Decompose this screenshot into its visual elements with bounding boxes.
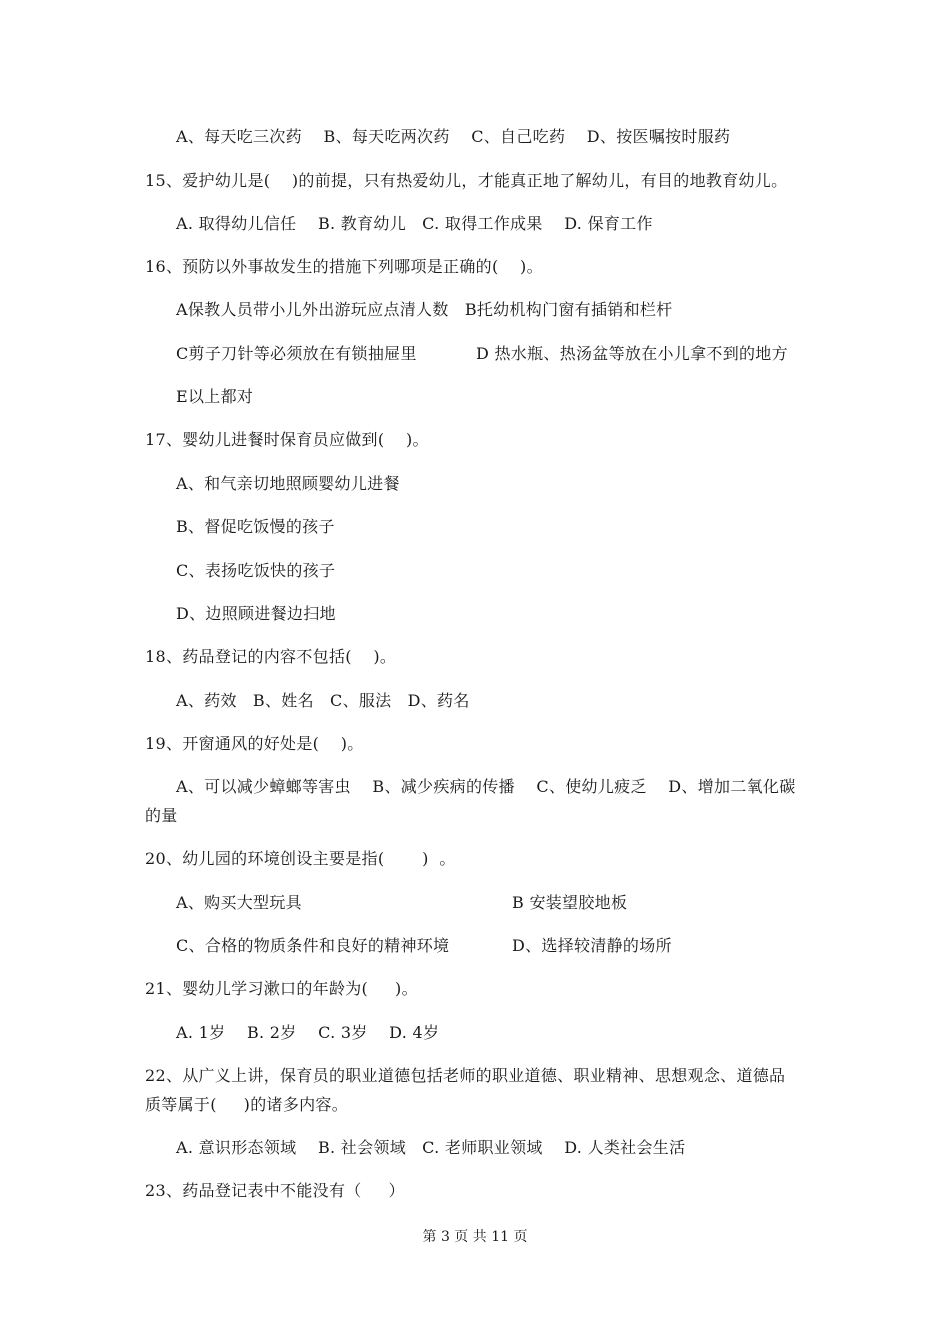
- q16-option-e: E以上都对: [176, 387, 254, 406]
- q18-stem: 18、药品登记的内容不包括( )。: [145, 647, 397, 666]
- q17-option-c: C、表扬吃饭快的孩子: [176, 561, 336, 580]
- q21-stem: 21、婴幼儿学习漱口的年龄为( )。: [145, 979, 418, 998]
- q17-option-d: D、边照顾进餐边扫地: [176, 604, 336, 623]
- q16-option-cd: C剪子刀针等必须放在有锁抽屉里 D 热水瓶、热汤盆等放在小儿拿不到的地方: [176, 344, 788, 363]
- q19-options-line1: A、可以减少蟑螂等害虫 B、减少疾病的传播 C、使幼儿疲乏 D、增加二氧化碳: [176, 777, 796, 796]
- q17-stem: 17、婴幼儿进餐时保育员应做到( )。: [145, 430, 429, 449]
- q21-options: A. 1岁 B. 2岁 C. 3岁 D. 4岁: [176, 1023, 440, 1042]
- q20-option-b: B 安装望胶地板: [512, 893, 628, 912]
- q23-stem: 23、药品登记表中不能没有（ ）: [145, 1181, 405, 1200]
- page-number-footer: 第 3 页 共 11 页: [422, 1229, 528, 1245]
- q20-option-d: D、选择较清静的场所: [512, 936, 672, 955]
- q16-option-ab: A保教人员带小儿外出游玩应点清人数 B托幼机构门窗有插销和栏杆: [176, 300, 673, 319]
- q19-options-line2: 的量: [145, 806, 178, 825]
- q15-options: A. 取得幼儿信任 B. 教育幼儿 C. 取得工作成果 D. 保育工作: [176, 214, 653, 233]
- q20-stem: 20、幼儿园的环境创设主要是指( ) 。: [145, 849, 456, 868]
- q20-option-a: A、购买大型玩具: [176, 893, 302, 912]
- q22-stem-line1: 22、从广义上讲，保育员的职业道德包括老师的职业道德、职业精神、思想观念、道德品: [145, 1066, 786, 1085]
- q19-stem: 19、开窗通风的好处是( )。: [145, 734, 364, 753]
- q22-options: A. 意识形态领域 B. 社会领域 C. 老师职业领域 D. 人类社会生活: [176, 1138, 686, 1157]
- q20-option-c: C、合格的物质条件和良好的精神环境: [176, 936, 450, 955]
- q17-option-a: A、和气亲切地照顾婴幼儿进餐: [176, 474, 400, 493]
- q14-options: A、每天吃三次药 B、每天吃两次药 C、自己吃药 D、按医嘱按时服药: [176, 127, 731, 146]
- q22-stem-line2: 质等属于( )的诸多内容。: [145, 1095, 349, 1114]
- q16-stem: 16、预防以外事故发生的措施下列哪项是正确的( )。: [145, 257, 543, 276]
- q18-options: A、药效 B、姓名 C、服法 D、药名: [176, 691, 470, 710]
- q17-option-b: B、督促吃饭慢的孩子: [176, 517, 335, 536]
- q15-stem: 15、爱护幼儿是( )的前提，只有热爱幼儿，才能真正地了解幼儿，有目的地教育幼儿。: [145, 171, 788, 190]
